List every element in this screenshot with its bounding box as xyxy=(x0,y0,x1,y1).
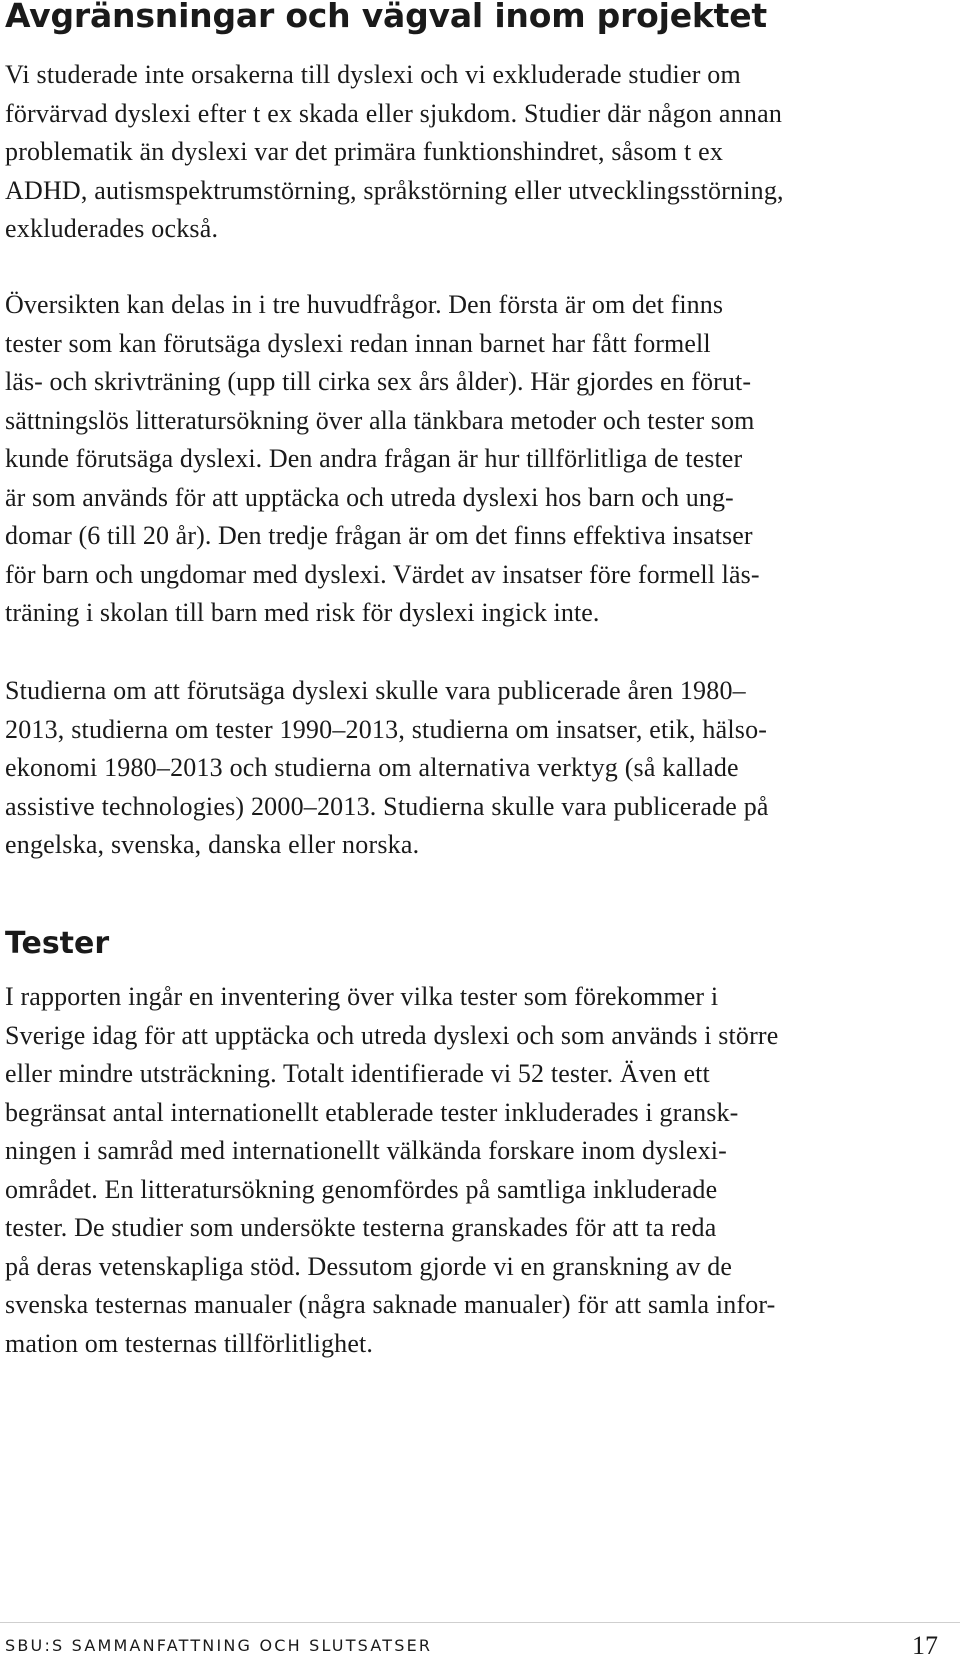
text-line: för barn och ungdomar med dyslexi. Värdet av insatser före formell läs- xyxy=(5,559,760,589)
text-line: eller mindre utsträckning. Totalt identifierade vi 52 tester. Även ett xyxy=(5,1059,710,1088)
footer-divider xyxy=(0,1622,960,1623)
text-line: Sverige idag för att upptäcka och utreda dyslexi och som används i större xyxy=(5,1020,779,1050)
text-line: begränsat antal internationellt etablerade tester inkluderades i gransk- xyxy=(5,1097,739,1127)
paragraph-scope xyxy=(5,56,945,249)
text-line: kunde förutsäga dyslexi. Den andra frågan är hur tillförlitliga de tester xyxy=(5,444,743,473)
text-line: tester som kan förutsäga dyslexi redan innan barnet har fått formell xyxy=(5,328,711,358)
text-line: tester. De studier som undersökte testerna granskades för att ta reda xyxy=(5,1213,717,1242)
text-line: I rapporten ingår en inventering över vilka tester som förekommer i xyxy=(5,982,719,1011)
paragraph-main-questions xyxy=(5,286,945,633)
text-line: är som används för att upptäcka och utreda dyslexi hos barn och ung- xyxy=(5,482,734,512)
text-line: mation om testernas tillförlitlighet. xyxy=(5,1328,374,1358)
text-line: träning i skolan till barn med risk för dyslexi ingick inte. xyxy=(5,598,600,627)
text-line: ekonomi 1980–2013 och studierna om alternativa verktyg (så kallade xyxy=(5,753,739,782)
text-line: assistive technologies) 2000–2013. Studierna skulle vara publicerade på xyxy=(5,791,769,821)
text-line: Vi studerade inte orsakerna till dyslexi och vi exkluderade studier om xyxy=(5,60,741,89)
text-line: 2013, studierna om tester 1990–2013, studierna om insatser, etik, hälso- xyxy=(5,714,768,744)
running-title: SBU:S SAMMANFATTNING OCH SLUTSATSER xyxy=(5,1636,433,1655)
paragraph-tester xyxy=(5,978,945,1363)
page-number: 17 xyxy=(912,1631,938,1660)
text-line: ningen i samråd med internationellt välkända forskare inom dyslexi- xyxy=(5,1136,727,1165)
section-heading-tester: Tester xyxy=(5,926,110,961)
text-line: problematik än dyslexi var det primära funktionshindret, såsom t ex xyxy=(5,137,724,166)
text-line: Studierna om att förutsäga dyslexi skulle vara publicerade åren 1980– xyxy=(5,676,746,705)
text-line: på deras vetenskapliga stöd. Dessutom gjorde vi en granskning av de xyxy=(5,1251,733,1281)
text-line: ADHD, autismspektrumstörning, språkstörning eller utvecklingsstörning, xyxy=(5,175,784,205)
text-line: domar (6 till 20 år). Den tredje frågan är om det finns effektiva insatser xyxy=(5,521,753,550)
paragraph-publication-years xyxy=(5,672,945,865)
text-line: sättningslös litteratursökning över alla tänkbara metoder och tester som xyxy=(5,405,755,435)
text-line: exkluderades också. xyxy=(5,214,219,243)
section-heading-limitations: Avgränsningar och vägval inom projektet xyxy=(5,0,768,35)
text-line: Översikten kan delas in i tre huvudfrågor. Den första är om det finns xyxy=(5,290,724,319)
text-line: förvärvad dyslexi efter t ex skada eller sjukdom. Studier där någon annan xyxy=(5,98,783,128)
text-line: läs- och skrivträning (upp till cirka sex års ålder). Här gjordes en förut- xyxy=(5,367,752,396)
text-line: svenska testernas manualer (några saknade manualer) för att samla infor- xyxy=(5,1290,776,1319)
text-line: engelska, svenska, danska eller norska. xyxy=(5,830,420,859)
text-line: området. En litteratursökning genomfördes på samtliga inkluderade xyxy=(5,1174,718,1204)
